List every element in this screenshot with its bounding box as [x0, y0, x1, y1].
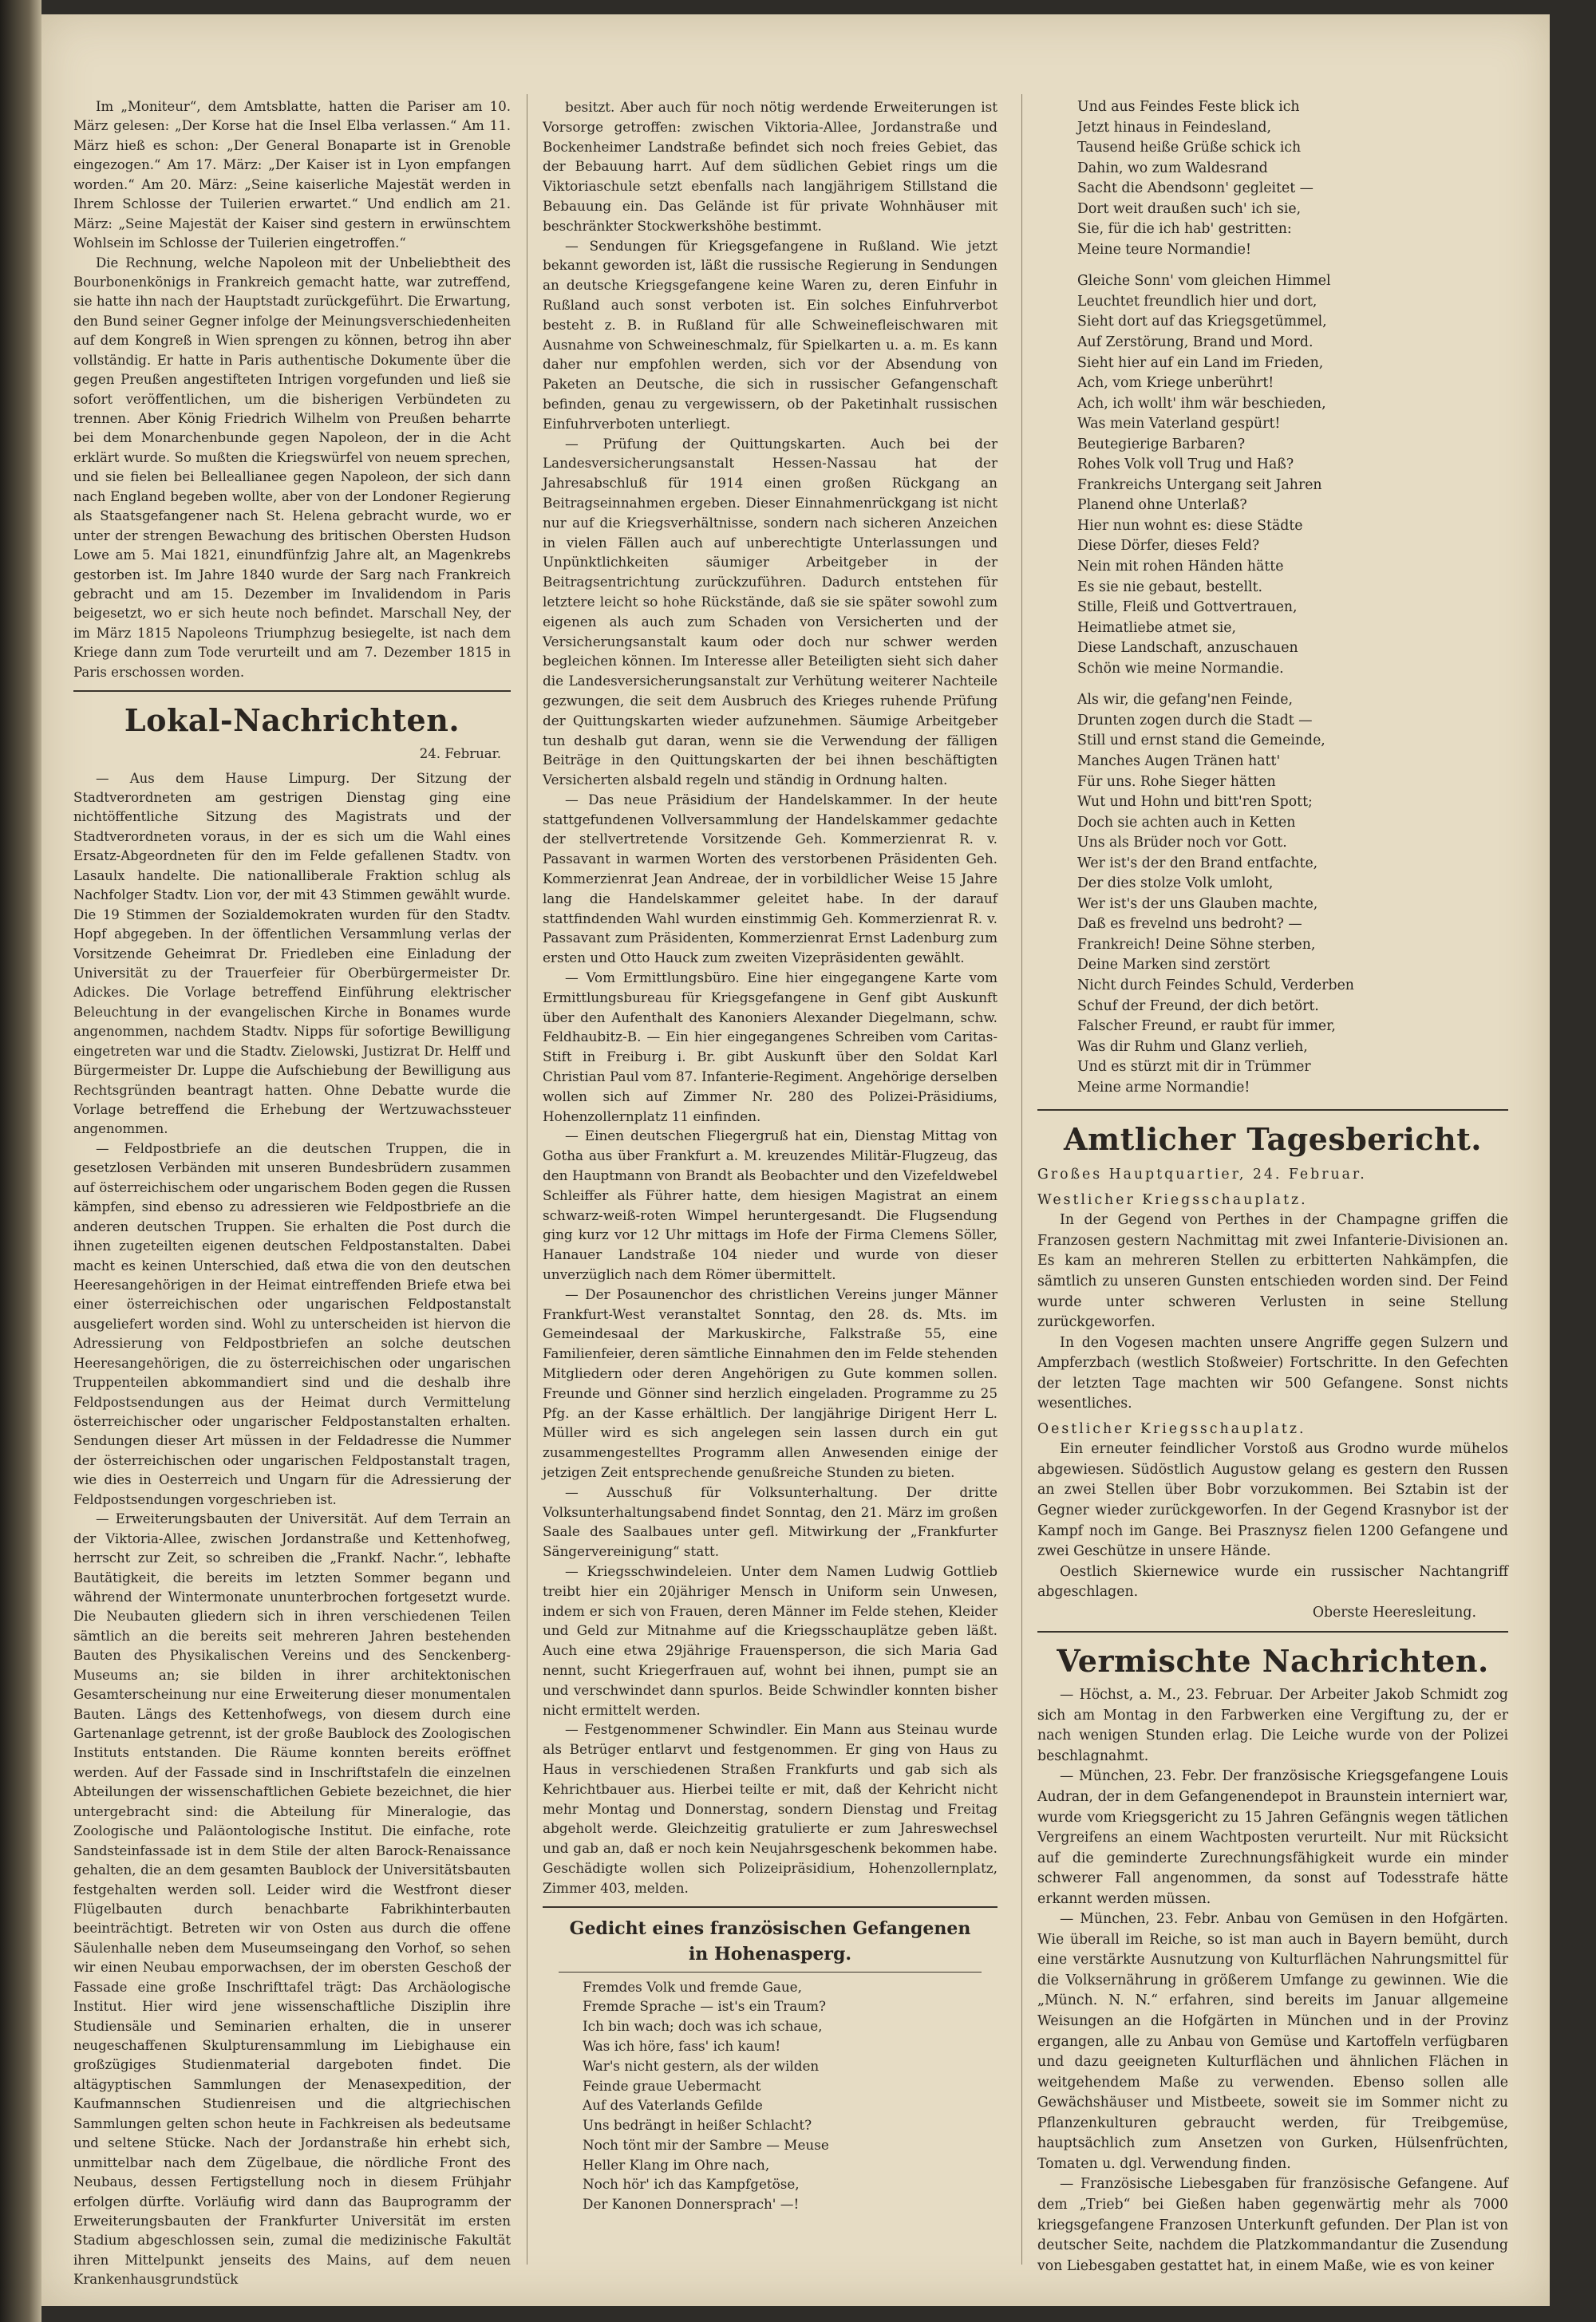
- poem-line: Daß es frevelnd uns bedroht? —: [1077, 916, 1302, 933]
- news-item: — Prüfung der Quittungskarten. Auch bei der Landesversicherungsanstalt Hessen-Nassau hat der Jahresabschluß für 1914 einen großen Rückgang an Beitragseinnahmen ergeben. Dieser Einnahmenrückgang ist nicht nur auf die Kriegsverhältnisse, sondern nach sicheren Anzeichen in vielen Fällen auch auf unberechtigte Unterlassungen und Unpünktlichkeiten säumiger Arbeitgeber in der Beitragsentrichtung zurückzuführen. Dadurch entstehen für letztere leicht so hohe Rückstände, daß sie sie später sowohl zum eigenen als auch zum Schaden von Versicherten und der Versicherungsanstalt kaum oder doch nur schwer werden begleichen können. Im Interesse aller Beteiligten sieht sich daher die Landesversicherungsanstalt zur Verhütung weiterer Nachteile gezwungen, die seit dem Ausbruch des Krieges ruhende Prüfung der Quittungskarten wieder aufzunehmen. Säumige Arbeitgeber tun deshalb gut daran, wenn sie die Verwendung der fälligen Beiträge in den Quittungskarten der bei ihnen beschäftigten Versicherten alsbald regeln und ständig in Ordnung halten.: [543, 435, 998, 788]
- news-item: besitzt. Aber auch für noch nötig werdende Erweiterungen ist Vorsorge getroffen: zwischen Viktoria-Allee, Jordanstraße und Bockenheimer Landstraße befindet sich noch freies Gebiet, das der Bebauung harrt. Auf dem südlichen Gebiet rings um die Viktoriaschule setzt ebenfalls nach langjährigem Stillstand die Bebauung ein. Das Gelände ist für private Wohnhäuser mit beschränkter Stockwerkshöhe bestimmt.: [543, 99, 998, 234]
- report-paragraph: Ein erneuter feindlicher Vorstoß aus Grodno wurde mühelos abgewiesen. Südöstlich Augustow gelang es gestern den Russen an zwei Stellen über Bobr vorzukommen. Bei Sztabin ist der Gegner wieder zurückgeworfen. In der Gegend Krasnybor ist der Kampf noch im Gange. Bei Prasznysz fielen 1200 Gefangene und zwei Geschütze in unsere Hände.: [1037, 1441, 1508, 1560]
- misc-item: — München, 23. Febr. Der französische Kriegsgefangene Louis Audran, der in dem Gefangenendepot in Braunstein interniert war, wurde vom Kriegsgericht zu 15 Jahren Gefängnis wegen tätlichen Vergreifens an einem Wachtposten verurteilt. Nur mit Rücksicht auf die geminderte Zurechnungsfähigkeit wurde ein minder schwerer Fall angenommen, da sonst auf Todesstrafe hätte erkannt werden müssen.: [1037, 1768, 1508, 1907]
- news-item: — Sendungen für Kriegsgefangene in Rußland. Wie jetzt bekannt geworden ist, läßt die russische Regierung in Sendungen an deutsche Kriegsgefangene keine Waren zu, deren Einfuhr in Rußland auch sonst verboten ist. Ein solches Einfuhrverbot besteht z. B. in Rußland für alle Schweinefleischwaren mit Ausnahme von Schweineschmalz, für Spielkarten u. a. m. Es kann daher nur empfohlen werden, sich vor der Absendung von Paketen an Deutsche, die sich in russischer Gefangenschaft befinden, genau zu vergewissern, ob der Paketinhalt russischen Einfuhrverboten unterliegt.: [543, 237, 998, 432]
- poem-line: Feinde graue Uebermacht: [583, 2077, 761, 2094]
- poem-line: Und aus Feindes Feste blick ich: [1077, 99, 1300, 115]
- section-divider: [543, 1906, 998, 1908]
- poem-line: Wer ist's der uns Glauben machte,: [1077, 895, 1318, 912]
- article-napoleon-p1: Im „Moniteur“, dem Amtsblatte, hatten die Pariser am 10. März gelesen: „Der Korse hat die Insel Elba verlassen.“ Am 11. März hieß es schon: „Der General Bonaparte ist in Grenoble eingezogen.“ Am 17. März: „Der Kaiser ist in Lyon empfangen worden.“ Am 20. März: „Seine kaiserliche Majestät werden in Ihrem Schlosse der Tuilerien erwartet.“ Und endlich am 21. März: „Seine Majestät der Kaiser sind gestern in erwünschtem Wohlsein im Schlosse der Tuilerien eingetroffen.“: [73, 99, 511, 251]
- poem-line: Und es stürzt mit dir in Trümmer: [1077, 1059, 1311, 1076]
- poem-line: Stille, Fleiß und Gottvertrauen,: [1077, 599, 1298, 616]
- poem-line: Sieht dort auf das Kriegsgetümmel,: [1077, 314, 1327, 330]
- poem-line: Was dir Ruhm und Glanz verlieh,: [1077, 1038, 1308, 1055]
- poem-line: Uns bedrängt in heißer Schlacht?: [583, 2117, 812, 2134]
- poem-line: Auf des Vaterlands Gefilde: [583, 2097, 763, 2114]
- lokal-heading: Lokal-Nachrichten.: [124, 702, 460, 739]
- page-gutter: [0, 0, 41, 2322]
- poem-line: Schön wie meine Normandie.: [1077, 660, 1284, 677]
- poem-line: Für uns. Rohe Sieger hätten: [1077, 773, 1276, 790]
- news-item: — Der Posaunenchor des christlichen Vereins junger Männer Frankfurt-West veranstaltet Sonntag, den 28. ds. Mts. im Gemeindesaal der Markuskirche, Falkstraße 55, eine Familienfeier, deren sämtliche Einnahmen den im Felde stehenden Mitgliedern oder deren Angehörigen zu Gute kommen sollen. Freunde und Gönner sind herzlich eingeladen. Programme zu 25 Pfg. an der Kasse erhältlich. Der langjährige Dirigent Herr L. Müller wird es sich angelegen sein lassen durch ein gut zusammengestelltes Programm allen Anwesenden einige der jetzigen Zeit entsprechende genußreiche Stunden zu bieten.: [543, 1285, 998, 1480]
- poem-line: Rohes Volk voll Trug und Haß?: [1077, 456, 1294, 473]
- news-item: — Kriegsschwindeleien. Unter dem Namen Ludwig Gottlieb treibt hier ein 20jähriger Mensch in Uniform sein Unwesen, indem er sich von Frauen, deren Männer im Felde stehen, Kleider und Geld zur Mitnahme auf die Kriegsschauplätze geben läßt. Auch eine etwa 29jährige Frauensperson, die sich Maria Gad nennt, sucht Kriegerfrauen auf, wohnt bei ihnen, pumpt sie an und verschwindet dann spurlos. Beide Schwindler konnten bisher nicht ermittelt werden.: [543, 1562, 998, 1718]
- poem-line: Doch sie achten auch in Ketten: [1077, 814, 1296, 831]
- poem-line: Wut und Hohn und bitt'ren Spott;: [1077, 794, 1313, 811]
- news-item: — Vom Ermittlungsbüro. Eine hier eingegangene Karte vom Ermittlungsbureau für Kriegsgefangene in Genf gibt Auskunft über den Aufenthalt des Kanoniers Alexander Diegelmann, schw. Feldhaubitz-B. — Ein hier eingegangenes Schreiben vom Caritas-Stift in Freiburg i. Br. gibt Auskunft über den Soldat Karl Christian Paul vom 87. Infanterie-Regiment. Angehörige derselben wollen sich auf Zimmer Nr. 280 des Polizei-Präsidiums, Hohenzollernplatz 11 einfinden.: [543, 969, 998, 1124]
- poem-line: Noch tönt mir der Sambre — Meuse: [583, 2136, 829, 2153]
- poem-line: Falscher Freund, er raubt für immer,: [1077, 1018, 1336, 1035]
- poem-line: Auf Zerstörung, Brand und Mord.: [1077, 334, 1314, 351]
- poem-line: Jetzt hinaus in Feindesland,: [1077, 119, 1271, 136]
- poem-line: Hier nun wohnt es: diese Städte: [1077, 517, 1303, 534]
- poem-line: Es sie nie gebaut, bestellt.: [1077, 579, 1263, 595]
- poem-line: Sacht die Abendsonn' gegleitet —: [1077, 180, 1314, 197]
- report-paragraph: In der Gegend von Perthes in der Champagne griffen die Franzosen gestern Nachmittag mit zwei Infanterie-Divisionen an. Es kam an mehreren Stellen zu erbitterten Nahkämpfen, die sämtlich zu unseren Gunsten entschieden worden sind. Der Feind wurde unter schweren Verlusten in seine Stellung zurückgeworfen.: [1037, 1212, 1508, 1331]
- poem-line: Diese Dörfer, dieses Feld?: [1077, 538, 1260, 555]
- east-front-heading: Oestlicher Kriegsschauplatz.: [1037, 1420, 1306, 1437]
- article-napoleon-p2: Die Rechnung, welche Napoleon mit der Unbeliebtheit des Bourbonenkönigs in Frankreich gemacht hatte, war zutreffend, sie hatte ihn nach der Hauptstadt zurückgeführt. Die Erwartung, den Bund seiner Gegner infolge der Meinungsverschiedenheiten auf dem Kongreß in Wien sprengen zu können, betrog ihn aber vollständig. Er hatte in Paris authentische Dokumente über die gegen Preußen angestifteten Intrigen vorgefunden und ließ sie sofort veröffentlichen, um die bisherigen Verbündeten zu trennen. Aber König Friedrich Wilhelm von Preußen beharrte bei dem Monarchenbunde gegen Napoleon, der in die Acht erklärt wurde. So mußten die Kriegswürfel von neuem sprechen, und sie fielen bei Belleallianee gegen Napoleon, der sich dann nach England begeben wollte, aber von der Londoner Regierung als Staatsgefangener nach St. Helena gebracht wurde, wo er unter der strengen Bewachung des britischen Obersten Hudson Lowe am 5. Mai 1821, einundfünfzig Jahre alt, an Magenkrebs gestorben ist. Im Jahre 1840 wurde der Sarg nach Frankreich gebracht und am 15. Dezember im Invalidendom in Paris beigesetzt, wo er sich heute noch befindet. Marschall Ney, der im März 1815 Napoleons Triumphzug besiegelte, ist nach dem Kriege dann zum Tode verurteilt und am 7. Dezember 1815 in Paris erschossen worden.: [73, 255, 511, 680]
- poem-line: Fremde Sprache — ist's ein Traum?: [583, 1998, 827, 2015]
- poem-line: Sie, für die ich hab' gestritten:: [1077, 221, 1292, 238]
- poem-line: Was ich höre, fass' ich kaum!: [583, 2037, 781, 2054]
- report-paragraph: Oestlich Skiernewice wurde ein russischer Nachtangriff abgeschlagen.: [1037, 1563, 1508, 1601]
- poem-line: Heller Klang im Ohre nach,: [583, 2156, 770, 2173]
- news-item: — Einen deutschen Fliegergruß hat ein, Dienstag Mittag von Gotha aus über Frankfurt a. M. kreuzendes Militär-Flugzeug, das den Hauptmann von Brandt als Beobachter und den Vizefeldwebel Schleiffer als Führer hatte, dem hiesigen Magistrat an einem schwarz-weiß-roten Wimpel heruntergesandt. Die Flugsendung ging kurz vor 12 Uhr mittags im Hofe der Firma Clemens Söller, Hanauer Landstraße 104 nieder und wurde von dieser unverzüglich nach dem Römer übermittelt.: [543, 1127, 998, 1283]
- poem-line: Tausend heiße Grüße schick ich: [1077, 140, 1302, 156]
- news-item: — Ausschuß für Volksunterhaltung. Der dritte Volksunterhaltungsabend findet Sonntag, den 21. März im großen Saale des Saalbaues unter gefl. Mitwirkung der „Frankfurter Sängervereinigung“ statt.: [543, 1483, 998, 1560]
- poem-line: Sieht hier auf ein Land im Frieden,: [1077, 354, 1324, 371]
- poem-title-rule: [559, 1972, 982, 1973]
- column-3: [1037, 97, 1508, 2277]
- poem-line: Beutegierige Barbaren?: [1077, 436, 1246, 452]
- lokal-dateline: 24. Februar.: [419, 746, 501, 762]
- lokal-item: — Aus dem Hause Limpurg. Der Sitzung der Stadtverordneten am gestrigen Dienstag ging eine nichtöffentliche Sitzung des Magistrats und der Stadtverordneten voraus, in der es sich um die Wahl eines Ersatz-Abgeordneten für den im Felde gefallenen Stadtv. von Lasaulx handelte. Die nationalliberale Fraktion schlug als Nachfolger Stadtv. Lion vor, der mit 43 Stimmen gewählt wurde. Die 19 Stimmen der Sozialdemokraten wurden für den Stadtv. Hopf abgegeben. In der öffentlichen Versammlung verlas der Vorsitzende Geheimrat Dr. Friedleben eine Einladung der Universität zu der Trauerfeier für Oberbürgermeister Dr. Adickes. Die Vorlage betreffend Einführung elektrischer Beleuchtung in der evangelischen Kirche in Bonames wurde angenommen, nachdem Stadtv. Nipps für sofortige Bewilligung eingetreten war und die Stadtv. Zielowski, Justizrat Dr. Helff und Bürgermeister Dr. Luppe die Aufschiebung der Bewilligung aus Rechtsgründen beantragt hatten. Ohne Debatte wurde die Vorlage betreffend die Erhebung der Wertzuwachssteuer angenommen.: [73, 770, 511, 1137]
- poem-line: Leuchtet freundlich hier und dort,: [1077, 293, 1317, 310]
- poem-line: Manches Augen Tränen hatt': [1077, 752, 1281, 769]
- poem-line: Planend ohne Unterlaß?: [1077, 497, 1247, 514]
- poem-line: Dort weit draußen such' ich sie,: [1077, 200, 1302, 217]
- poem-line: Ach, vom Kriege unberührt!: [1077, 375, 1274, 392]
- poem-line: Dahin, wo zum Waldesrand: [1077, 160, 1268, 176]
- lokal-item: — Feldpostbriefe an die deutschen Truppen, die in gesetzlosen Verbänden mit unseren Bundesbrüdern zusammen auf österreichischem oder ungarischem Boden gegen die Russen kämpfen, sind ebenso zu adressieren wie Feldpostbriefe an die anderen deutschen Truppen. Sie erhalten die Post durch die ihnen zugeteilten eigenen deutschen Feldpostanstalten. Dabei macht es keinen Unterschied, daß etwa die von den deutschen Heeresangehörigen in der Heimat eintreffenden Briefe etwa bei einer österreichischen oder ungarischen Feldpostanstalt ausgeliefert worden sind. Wohl zu unterscheiden ist hiervon die Adressierung von Feldpostbriefen an solche deutschen Heeresangehörigen, die zu österreichischen oder ungarischen Truppenteilen abkommandiert sind und die deshalb ihre Feldpostsendungen aus der Heimat durch Vermittelung österreichischer oder ungarischer Feldpostanstalten erhalten. Sendungen dieser Art müssen in der Feldadresse die Nummer der österreichischen oder ungarischen Feldpostanstalt tragen, wie dies in Oesterreich und Ungarn für die Adressierung der Feldpostsendungen vorgeschrieben ist.: [73, 1140, 511, 1507]
- section-divider: [73, 690, 511, 692]
- poem-line: Der dies stolze Volk umloht,: [1077, 875, 1274, 892]
- poem-line: Was mein Vaterland gespürt!: [1077, 416, 1281, 432]
- poem-line: Meine teure Normandie!: [1077, 241, 1251, 258]
- poem-stanza: [1037, 271, 1508, 679]
- vermischte-heading: Vermischte Nachrichten.: [1057, 1643, 1489, 1680]
- poem-line: Still und ernst stand die Gemeinde,: [1077, 733, 1325, 749]
- poem-stanza: [1037, 690, 1508, 1098]
- misc-item: — München, 23. Febr. Anbau von Gemüsen in den Hofgärten. Wie überall im Reiche, so ist man auch in Bayern bemüht, durch eine verstärkte Ausnutzung von Kulturflächen Nahrungsmittel für die Volksernährung in größerem Umfange zu gewinnen. Wie die „Münch. N. N.“ erfahren, sind bereits im Januar allgemeine Weisungen an die Hofgärten in München und in der Provinz ergangen, alle zu Anbau von Gemüse und Kartoffeln verfügbaren und dazu geeigneten Kulturflächen und ähnlichen Flächen in weitgehendem Maße zu verwenden. Ebenso sollen alle Gewächshäuser und Mistbeete, soweit sie im Sommer nicht zu Pflanzenkulturen gebraucht werden, für Treibgemüse, hauptsächlich zum Ansetzen von Gurken, Hülsenfrüchten, Tomaten u. dgl. Verwendung finden.: [1037, 1911, 1508, 2172]
- column-rule-2: [1021, 94, 1022, 2265]
- poem-line: Ich bin wach; doch was ich schaue,: [583, 2018, 823, 2035]
- west-front-heading: Westlicher Kriegsschauplatz.: [1037, 1191, 1308, 1208]
- tagesbericht-subheading: Großes Hauptquartier, 24. Februar.: [1037, 1167, 1367, 1183]
- poem-line: Der Kanonen Donnersprach' —!: [583, 2196, 800, 2213]
- poem-line: Gleiche Sonn' vom gleichen Himmel: [1077, 273, 1331, 290]
- poem-title: Gedicht eines französischen Gefangenen: [569, 1917, 971, 1939]
- misc-item: — Französische Liebesgaben für französische Gefangene. Auf dem „Trieb“ bei Gießen haben gegenwärtig mehr als 7000 kriegsgefangene Franzosen Unterkunft gefunden. Der Plan ist von deutscher Seite, nachdem die Platzkommandantur die Zusendung von Liebesgaben gestattet hat, in einem Maße, wie es von keiner: [1037, 2176, 1508, 2274]
- news-item: — Das neue Präsidium der Handelskammer. In der heute stattgefundenen Vollversammlung der Handelskammer gedachte der stellvertretende Vorsitzende Geh. Kommerzienrat R. v. Passavant in warmen Worten des verstorbenen Präsidenten Geh. Kommerzienrat Jean Andreae, der in vorbildlicher Weise 15 Jahre lang die Handelskammer geleitet habe. In der darauf stattfindenden Wahl wurden einstimmig Geh. Kommerzienrat R. v. Passavant zum Präsidenten, Kommerzienrat Ernst Ladenburg zum ersten und Otto Hauck zum zweiten Vizepräsidenten gewählt.: [543, 791, 998, 966]
- poem-line: Frankreichs Untergang seit Jahren: [1077, 476, 1322, 493]
- poem-stanza: [1037, 97, 1508, 260]
- misc-item: — Höchst, a. M., 23. Februar. Der Arbeiter Jakob Schmidt zog sich am Montag in den Farbwerken eine Vergiftung zu, der er nach wenigen Stunden erlag. Die Leiche wurde von der Polizei beschlagnahmt.: [1037, 1687, 1508, 1764]
- poem-line: War's nicht gestern, als der wilden: [583, 2057, 820, 2074]
- section-divider: [1037, 1631, 1508, 1633]
- poem-line: Frankreich! Deine Söhne sterben,: [1077, 936, 1316, 953]
- poem-line: Noch hör' ich das Kampfgetöse,: [583, 2176, 800, 2193]
- poem-line: Nicht durch Feindes Schuld, Verderben: [1077, 977, 1354, 993]
- column-2: [543, 97, 998, 2225]
- tagesbericht-heading: Amtlicher Tagesbericht.: [1064, 1121, 1482, 1158]
- poem-line: Als wir, die gefang'nen Feinde,: [1077, 692, 1293, 709]
- poem-stanza: [543, 1977, 998, 2215]
- poem-line: Nein mit rohen Händen hätte: [1077, 559, 1284, 575]
- poem-title-line-2: in Hohenasperg.: [688, 1943, 852, 1965]
- poem-line: Heimatliebe atmet sie,: [1077, 619, 1236, 636]
- news-item: — Festgenommener Schwindler. Ein Mann aus Steinau wurde als Betrüger entlarvt und festgenommen. Er ging von Haus zu Haus in verschiedenen Straßen Frankfurts und gab sich als Kehrichtbauer aus. Hierbei teilte er mit, daß der Kehricht nicht mehr Montag und Donnerstag, sondern Dienstag und Freitag abgeholt werde. Gleichzeitig gratulierte er zum Jahreswechsel und gab an, daß er noch kein Neujahrsgeschenk bekommen habe. Geschädigte wollen sich Polizeipräsidium, Hohenzollernplatz, Zimmer 403, melden.: [543, 1721, 998, 1896]
- poem-line: Diese Landschaft, anzuschauen: [1077, 640, 1298, 657]
- column-1: [73, 97, 511, 2290]
- poem-line: Drunten zogen durch die Stadt —: [1077, 712, 1313, 729]
- poem-line: Meine arme Normandie!: [1077, 1079, 1250, 1096]
- poem-line: Deine Marken sind zerstört: [1077, 957, 1270, 973]
- lokal-item: — Erweiterungsbauten der Universität. Auf dem Terrain an der Viktoria-Allee, zwischen Jordanstraße und Kettenhofweg, herrscht zur Zeit, so schreiben die „Frankf. Nachr.“, lebhafte Bautätigkeit, die bereits im letzten Sommer begann und während der Wintermonate ununterbrochen fortgesetzt wurde. Die Neubauten gliedern sich in ihren verschiedenen Teilen sämtlich an die bereits seit mehreren Jahren bestehenden Bauten des Physikalischen Vereins und des Senckenberg-Museums an; sie bilden in ihrer architektonischen Gesamterscheinung nur eine Erweiterung dieser monumentalen Bauten. Längs des Kettenhofwegs, von diesem durch eine Gartenanlage getrennt, ist der große Baublock des Zoologischen Instituts entstanden. Die Räume konnten bereits eröffnet werden. Auf der Fassade sind in Inschriftstafeln die einzelnen Abteilungen der wissenschaftlichen Gebiete bezeichnet, die hier untergebracht sind: die Abteilung für Mineralogie, das Zoologische und Paläontologische Institut. Die einfache, rote Sandsteinfassade ist in dem Stile der alten Barock-Renaissance gehalten, die an dem gesamten Baublock der Universitätsbauten festgehalten werden soll. Leider wird die Westfront dieser Flügelbauten durch benachbarte Fabrikhinterbauten beeinträchtigt. Betreten wir von Osten aus durch die offene Säulenhalle neben dem Museumseingang den Vorhof, so sehen wir einen Neubau emporwachsen, der im obersten Geschoß der Fassade eine große Inschrifttafel trägt: Das Archäologische Institut. Hier wird jene wissenschaftliche Disziplin ihre Studiensäle und Seminarien erhalten, die in unserer neugeschaffenen Skulpturensammlung im Liebighause ein großzügiges Studienmaterial dargeboten findet. Die altägyptischen Sammlungen der Menasexpedition, der Kaufmannschen Studienreisen und die altgriechischen Sammlungen gelten schon heute in Fachkreisen als bedeutsame und seltene Stücke. Nach der Jordanstraße hin erhebt sich, unmittelbar nach dem Zügelbaue, die nördliche Front des Neubaus, dessen Fertigstellung noch in diesem Frühjahr erfolgen dürfte. Vorläufig wird dann das Bauprogramm der Erweiterungsbauten der Frankfurter Universität im ersten Stadium abgeschlossen sein, zumal die medizinische Fakultät ihren Mittelpunkt jenseits des Mains, auf dem neuen Krankenhausgrundstück: [73, 1511, 511, 2288]
- poem-line: Schuf der Freund, der dich betört.: [1077, 997, 1319, 1014]
- report-signature: Oberste Heeresleitung.: [1312, 1604, 1476, 1621]
- section-divider: [1037, 1109, 1508, 1111]
- poem-line: Wer ist's der den Brand entfachte,: [1077, 855, 1318, 871]
- report-paragraph: In den Vogesen machten unsere Angriffe gegen Sulzern und Ampferzbach (westlich Stoßweier) Fortschritte. In den Gefechten der letzten Tage machten wir 500 Gefangene. Sonst nichts wesentliches.: [1037, 1334, 1508, 1412]
- poem-line: Ach, ich wollt' ihm wär beschieden,: [1077, 395, 1326, 412]
- poem-line: Uns als Brüder noch vor Gott.: [1077, 835, 1287, 851]
- poem-line: Fremdes Volk und fremde Gaue,: [583, 1978, 802, 1995]
